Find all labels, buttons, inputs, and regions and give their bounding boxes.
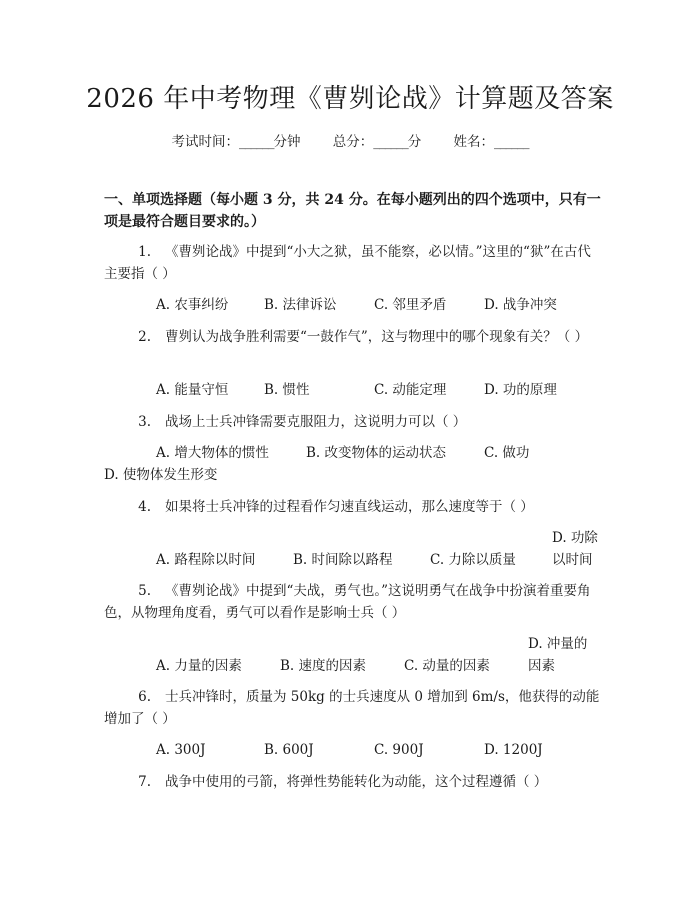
question-2 xyxy=(104,326,604,348)
option-a: A. 农事纠纷 xyxy=(156,297,229,313)
option-b: B. 法律诉讼 xyxy=(264,297,337,313)
option-a: A. 能量守恒 xyxy=(156,382,229,398)
option-c: C. 邻里矛盾 xyxy=(374,297,447,313)
option-a: A. 力量的因素 xyxy=(156,658,242,674)
option-d: D. 1200J xyxy=(484,742,543,758)
option-d: D. 战争冲突 xyxy=(484,297,557,313)
option-b: B. 惯性 xyxy=(264,382,310,398)
option-a: A. 300J xyxy=(156,742,206,758)
option-d: D. 冲量的因素 xyxy=(528,636,588,674)
exam-meta-line xyxy=(0,132,700,152)
student-name-field: 姓名：______ xyxy=(453,134,529,150)
question-number: 3. xyxy=(138,414,151,430)
option-b: B. 600J xyxy=(264,742,314,758)
page-title: 2026 年中考物理《曹刿论战》计算题及答案 xyxy=(86,84,614,114)
exam-time-field: 考试时间：______分钟 xyxy=(171,134,301,150)
question-text: 曹刿认为战争胜利需要“一鼓作气”，这与物理中的哪个现象有关？（ ） xyxy=(165,329,589,345)
question-6-options xyxy=(104,739,604,761)
option-a: A. 路程除以时间 xyxy=(156,552,256,568)
section-heading: 一、单项选择题（每小题 3 分，共 24 分。在每小题列出的四个选项中，只有一项是最符合题目要求的。） xyxy=(104,192,601,230)
question-4 xyxy=(104,496,604,518)
question-text: 如果将士兵冲锋的过程看作匀速直线运动，那么速度等于（ ） xyxy=(165,499,534,515)
question-text: 《曹刿论战》中提到“夫战，勇气也。”这说明勇气在战争中扮演着重要角色，从物理角度看，勇气可以看作是影响士兵（ ） xyxy=(104,583,591,621)
question-6 xyxy=(104,686,604,730)
question-1 xyxy=(104,241,604,285)
question-2-options xyxy=(104,379,604,401)
total-score-field: 总分：______分 xyxy=(332,134,422,150)
question-3 xyxy=(104,411,604,433)
question-number: 6. xyxy=(138,689,151,705)
option-c: C. 动量的因素 xyxy=(404,658,490,674)
option-b: B. 速度的因素 xyxy=(280,658,367,674)
question-number: 2. xyxy=(138,329,151,345)
question-4-options xyxy=(104,527,604,571)
option-b: B. 时间除以路程 xyxy=(293,552,393,568)
option-d: D. 功的原理 xyxy=(484,382,557,398)
option-c: C. 900J xyxy=(374,742,424,758)
question-text: 战争中使用的弓箭，将弹性势能转化为动能，这个过程遵循（ ） xyxy=(165,774,548,790)
question-number: 1. xyxy=(138,244,151,260)
question-1-options xyxy=(104,294,604,316)
option-c: C. 做功 xyxy=(484,445,530,461)
question-text: 《曹刿论战》中提到“小大之狱，虽不能察，必以情。”这里的“狱”在古代主要指（ ） xyxy=(104,244,591,282)
question-number: 5. xyxy=(138,583,151,599)
option-c: C. 动能定理 xyxy=(374,382,447,398)
question-number: 4. xyxy=(138,499,151,515)
option-d: D. 功除以时间 xyxy=(552,530,598,568)
option-c: C. 力除以质量 xyxy=(430,552,516,568)
question-5 xyxy=(104,580,604,624)
option-d: D. 使物体发生形变 xyxy=(104,467,218,483)
option-a: A. 增大物体的惯性 xyxy=(156,445,269,461)
option-b: B. 改变物体的运动状态 xyxy=(306,445,447,461)
question-5-options xyxy=(104,633,604,677)
question-3-options xyxy=(104,442,604,486)
question-text: 士兵冲锋时，质量为 50kg 的士兵速度从 0 增加到 6m/s，他获得的动能增加了（ ） xyxy=(104,689,600,727)
question-text: 战场上士兵冲锋需要克服阻力，这说明力可以（ ） xyxy=(165,414,467,430)
question-7 xyxy=(104,771,604,793)
question-number: 7. xyxy=(138,774,151,790)
